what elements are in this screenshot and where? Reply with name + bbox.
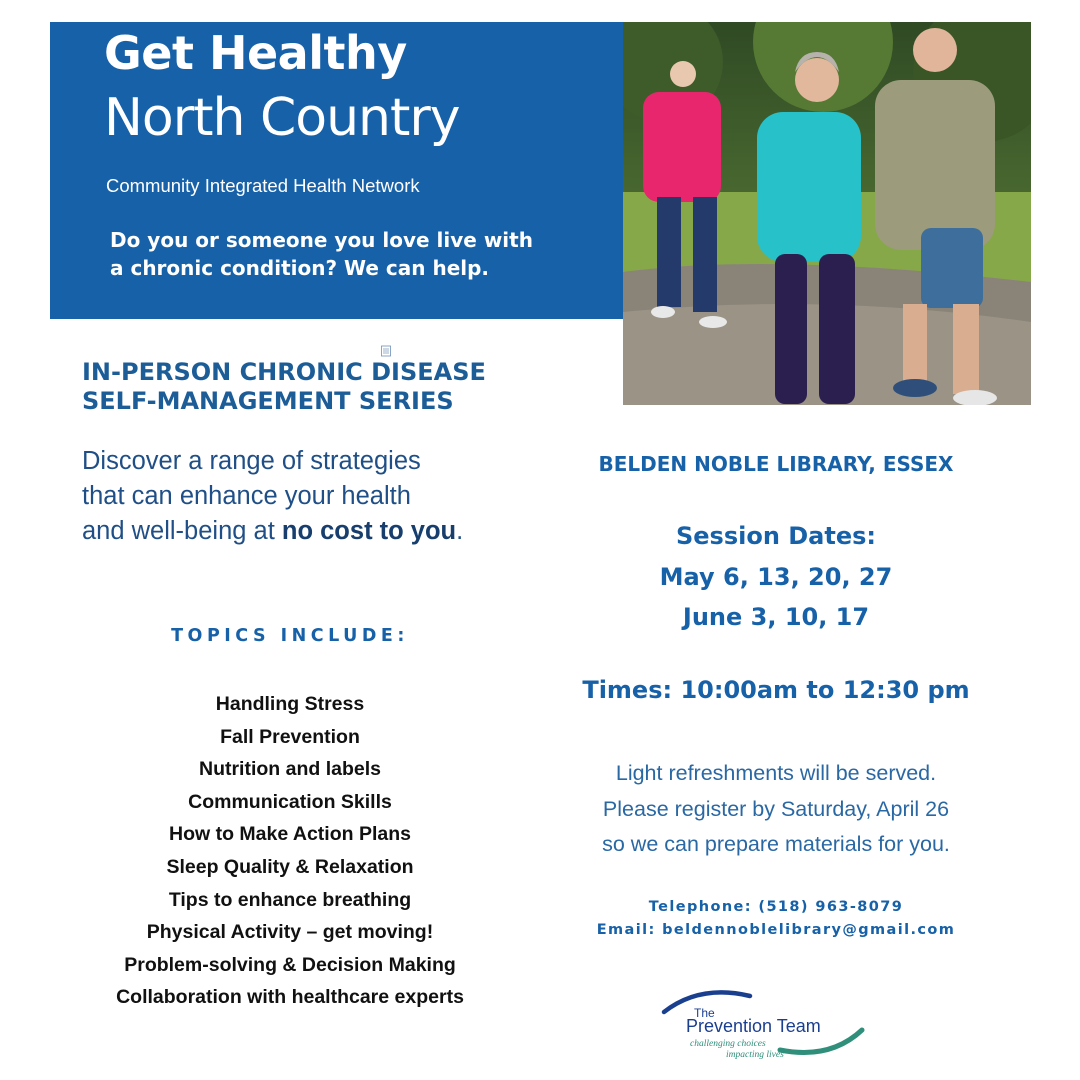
intro-line-3-end: . (456, 517, 464, 545)
series-title-line-2: SELF-MANAGEMENT SERIES (82, 387, 454, 415)
topic-item: Collaboration with healthcare experts (116, 986, 464, 1009)
refreshments-line-3: so we can prepare materials for you. (602, 832, 950, 856)
session-dates-heading: Session Dates: (675, 522, 877, 550)
refreshments-line-1: Light refreshments will be served. (615, 761, 937, 785)
series-title (82, 358, 562, 416)
session-times: Times: 10:00am to 12:30 pm (582, 676, 970, 704)
seniors-walking-photo (623, 22, 1031, 405)
prevention-team-logo (660, 988, 870, 1064)
banner-question (110, 226, 590, 282)
topic-item: Tips to enhance breathing (168, 888, 412, 911)
intro-text (82, 444, 552, 549)
email: Email: beldennoblelibrary@gmail.com (596, 922, 956, 938)
logo-tagline-1: challenging choices (690, 1039, 766, 1049)
session-dates-june: June 3, 10, 17 (682, 603, 870, 631)
session-dates-may: May 6, 13, 20, 27 (659, 562, 893, 591)
logo-tagline-2: impacting lives (726, 1050, 784, 1060)
banner-question-line-1: Do you or someone you love live with (110, 228, 533, 252)
topic-item: Physical Activity – get moving! (146, 921, 434, 944)
document-icon (380, 342, 392, 354)
series-title-line-1: IN-PERSON CHRONIC DISEASE (82, 358, 486, 386)
event-location: BELDEN NOBLE LIBRARY, ESSEX (598, 452, 954, 476)
topic-item: Problem-solving & Decision Making (124, 953, 456, 976)
refreshments-line-2: Please register by Saturday, April 26 (602, 796, 950, 821)
intro-line-3 (82, 514, 552, 549)
topic-item: How to Make Action Plans (169, 823, 411, 846)
topics-heading: TOPICS INCLUDE: (171, 626, 409, 646)
contact-info (566, 896, 986, 942)
logo-name: Prevention Team (686, 1016, 821, 1036)
topic-item: Fall Prevention (220, 725, 360, 748)
topic-item: Nutrition and labels (198, 758, 381, 781)
intro-line-2: that can enhance your health (82, 482, 411, 510)
logo-the: The (694, 1006, 715, 1020)
telephone: Telephone: (518) 963-8079 (648, 899, 904, 915)
topic-item: Sleep Quality & Relaxation (166, 855, 414, 878)
banner-title-line-2: North Country (104, 88, 460, 148)
topic-item: Communication Skills (188, 790, 392, 813)
intro-line-1: Discover a range of strategies (82, 447, 421, 475)
topic-item: Handling Stress (215, 693, 365, 715)
topics-list (80, 688, 500, 1014)
session-dates (566, 516, 986, 638)
refreshments-note (566, 756, 986, 863)
banner-subtitle: Community Integrated Health Network (106, 175, 420, 196)
banner-title-line-1: Get Healthy (104, 26, 407, 80)
intro-line-3-start: and well-being at (82, 517, 282, 545)
no-cost-emphasis: no cost to you (281, 517, 457, 545)
banner-question-line-2: a chronic condition? We can help. (110, 256, 490, 280)
